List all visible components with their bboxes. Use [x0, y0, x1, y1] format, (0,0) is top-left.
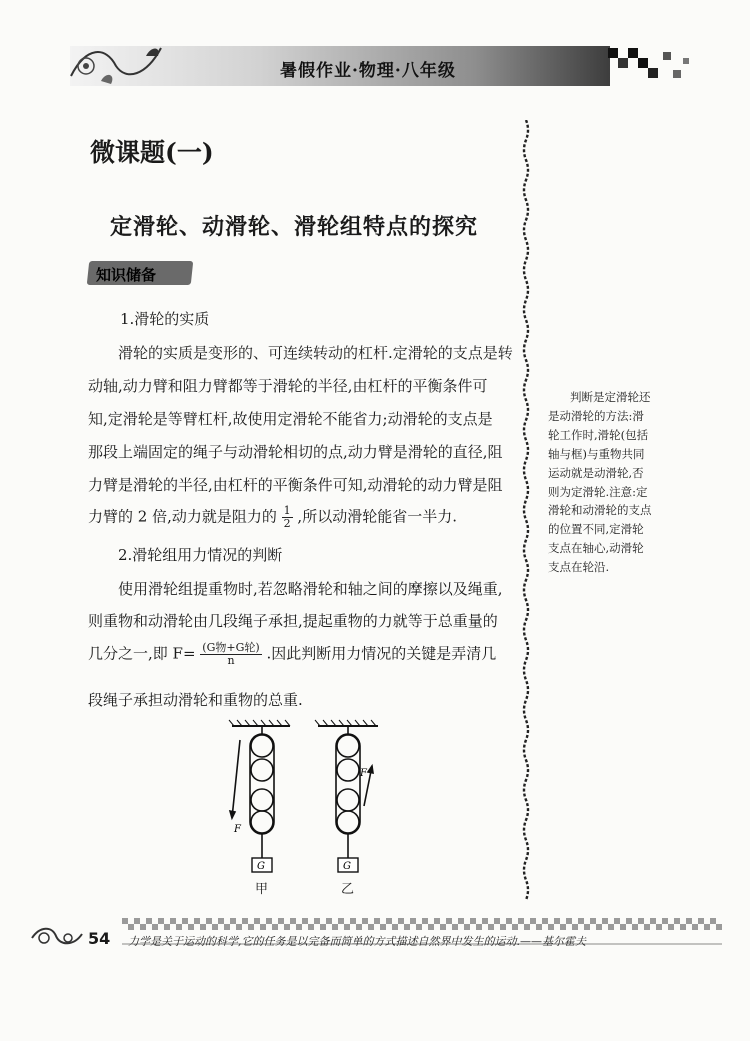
dotted-divider: [520, 120, 532, 900]
header-title: 暑假作业·物理·八年级: [280, 61, 456, 81]
page-number: 54: [88, 929, 111, 948]
fraction-numerator: 1: [283, 504, 291, 517]
knowledge-label: 知识储备: [96, 266, 157, 284]
section1-heading: 1.滑轮的实质: [120, 310, 210, 328]
text-segment: .因此判断用力情况的关键是弄清几: [266, 644, 497, 663]
figure-caption-left: 甲: [255, 882, 269, 897]
section2-line: 则重物和动滑轮由几段绳子承担,提起重物的力就等于总重量的: [88, 612, 498, 630]
fraction-denominator: 2: [283, 517, 291, 530]
side-note-line: 是动滑轮的方法:滑: [548, 408, 644, 423]
section2-formula-line: [88, 642, 496, 667]
section1-last-line: [88, 505, 457, 530]
section1-line: 力臂是滑轮的半径,由杠杆的平衡条件可知,动滑轮的动力臂是阻: [88, 476, 503, 494]
checker-ornament-icon: [608, 40, 693, 90]
weight-label: G: [257, 861, 265, 872]
text-segment: 力臂的 2 倍,动力就是阻力的: [88, 507, 277, 526]
fraction-denominator: n: [227, 654, 235, 667]
pulley-block-left: [230, 726, 274, 858]
side-note-line: 则为定滑轮.注意:定: [548, 484, 648, 499]
force-label: F: [234, 824, 241, 835]
swirl-ornament-icon: [30, 922, 85, 950]
side-note: [548, 388, 730, 577]
side-note-line: 滑轮和动滑轮的支点: [548, 503, 652, 518]
floral-ornament-icon: [66, 36, 166, 91]
pulley-block-right: [336, 726, 373, 858]
text-segment: 几分之一,即 F=: [88, 644, 196, 663]
section2-heading: 2.滑轮组用力情况的判断: [118, 546, 283, 564]
side-note-line: 支点在轴心,动滑轮: [548, 541, 644, 556]
ceiling-right: [315, 720, 378, 726]
side-note-line: 轮工作时,滑轮(包括: [548, 427, 649, 442]
pulley-figure: [222, 718, 392, 878]
ceiling-left: [229, 720, 290, 726]
side-note-line: 的位置不同,定滑轮: [548, 522, 644, 537]
text-segment: ,所以动滑轮能省一半力.: [297, 507, 457, 526]
section1-line: 滑轮的实质是变形的、可连续转动的杠杆.定滑轮的支点是转: [118, 344, 513, 362]
formula-fraction: [200, 642, 261, 667]
weight-label: G: [343, 861, 351, 872]
topic-title: 定滑轮、动滑轮、滑轮组特点的探究: [110, 214, 479, 240]
section1-line: 动轴,动力臂和阻力臂都等于滑轮的半径,由杠杆的平衡条件可: [88, 377, 488, 395]
section1-line: 知,定滑轮是等臂杠杆,故使用定滑轮不能省力;动滑轮的支点是: [88, 410, 493, 428]
fraction-numerator: (G物+G轮): [202, 641, 260, 654]
side-note-line: 判断是定滑轮还: [570, 390, 651, 404]
section1-line: 那段上端固定的绳子与动滑轮相切的点,动力臂是滑轮的直径,阻: [88, 443, 503, 461]
lesson-title: 微课题(一): [90, 138, 214, 167]
section2-last-line: 段绳子承担动滑轮和重物的总重.: [88, 691, 303, 709]
footer-quote: 力学是关于运动的科学,它的任务是以完备而简单的方式描述自然界中发生的运动.——基尔霍夫: [128, 935, 586, 948]
figure-caption-right: 乙: [341, 882, 355, 897]
side-note-line: 运动就是动滑轮,否: [548, 465, 644, 480]
force-label: F: [360, 768, 367, 779]
section2-line: 使用滑轮组提重物时,若忽略滑轮和轴之间的摩擦以及绳重,: [118, 580, 503, 598]
side-note-line: 支点在轮沿.: [548, 560, 610, 575]
fraction-half: [282, 505, 293, 530]
side-note-line: 轴与框)与重物共同: [548, 446, 645, 461]
